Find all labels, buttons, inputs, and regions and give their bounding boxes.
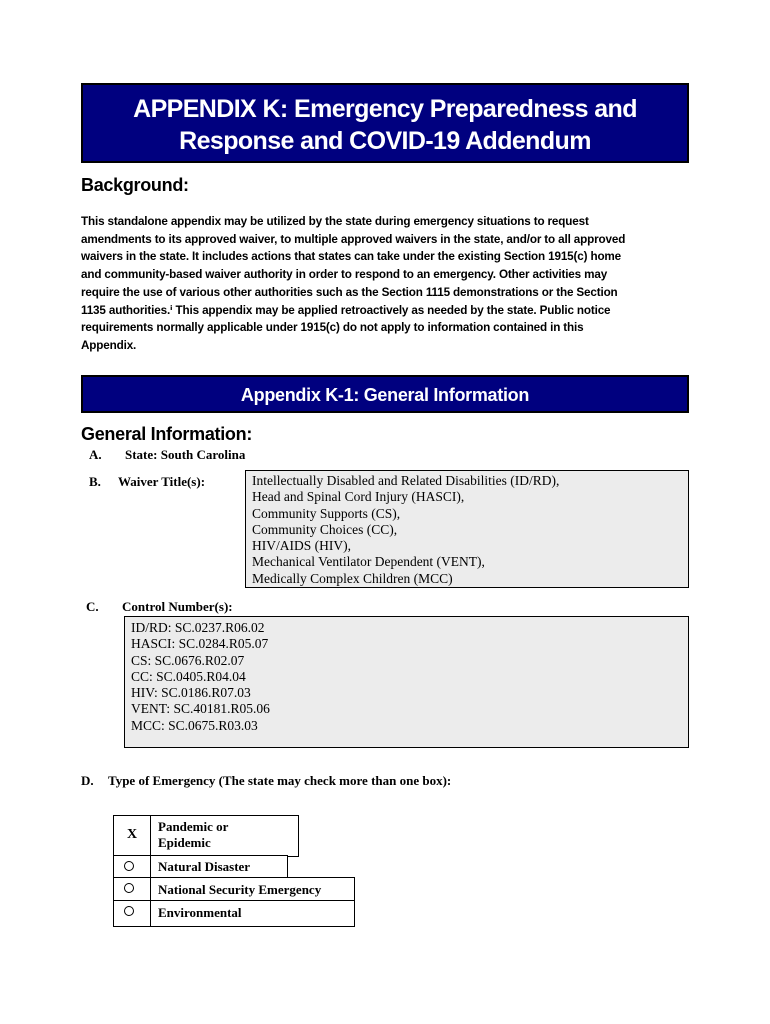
- waiver-title: Community Supports (CS),: [252, 505, 401, 521]
- national-security-radio[interactable]: [113, 877, 151, 902]
- option-label-line: Pandemic or: [158, 819, 229, 834]
- waiver-title: Medically Complex Children (MCC): [252, 570, 453, 586]
- waiver-title: Mechanical Ventilator Dependent (VENT),: [252, 554, 485, 570]
- option-natural-disaster: [150, 855, 288, 879]
- general-information-heading: General Information:: [81, 424, 253, 444]
- background-line: 1135 authorities.ⁱ This appendix may be applied retroactively as needed by the state. Public notice: [81, 303, 611, 317]
- pandemic-checkbox[interactable]: [113, 815, 151, 857]
- natural-disaster-radio[interactable]: [113, 855, 151, 879]
- radio-empty-icon: [124, 861, 134, 871]
- waiver-title: HIV/AIDS (HIV),: [252, 538, 351, 554]
- background-heading: Background:: [81, 175, 189, 195]
- control-number: CS: SC.0676.R02.07: [131, 652, 245, 668]
- control-number: HASCI: SC.0284.R05.07: [131, 636, 269, 652]
- waiver-title: Head and Spinal Cord Injury (HASCI),: [252, 489, 465, 505]
- background-line: waivers in the state. It includes actions that states can take under the existing Section 1915(c) home: [81, 250, 622, 264]
- checked-x-mark: X: [126, 827, 138, 842]
- waiver-title-label: Waiver Title(s):: [118, 474, 206, 489]
- option-label-line: Epidemic: [158, 835, 211, 850]
- waiver-title: Community Choices (CC),: [252, 521, 398, 537]
- radio-empty-icon: [124, 883, 134, 893]
- option-pandemic: [150, 815, 299, 857]
- item-letter-a: A.: [89, 447, 102, 462]
- radio-empty-icon: [124, 906, 134, 916]
- option-label: Environmental: [158, 905, 242, 920]
- item-letter-c: C.: [86, 599, 99, 614]
- control-number-row: [86, 599, 233, 615]
- control-number: MCC: SC.0675.R03.03: [131, 717, 258, 733]
- waiver-title: Intellectually Disabled and Related Disabilities (ID/RD),: [252, 473, 560, 488]
- background-line: and community-based waiver authority in order to respond to an emergency. Other activities may: [81, 268, 608, 282]
- title-line-1: APPENDIX K: Emergency Preparedness and: [133, 95, 637, 123]
- background-paragraph: [81, 213, 681, 355]
- control-number: VENT: SC.40181.R05.06: [131, 701, 270, 717]
- item-letter-b: B.: [89, 474, 101, 489]
- emergency-type-row: [81, 773, 451, 789]
- option-label: National Security Emergency: [158, 882, 322, 897]
- option-label: Natural Disaster: [158, 859, 251, 874]
- item-letter-d: D.: [81, 773, 94, 788]
- emergency-type-label: Type of Emergency (The state may check more than one box):: [108, 773, 452, 788]
- state-label: State: South Carolina: [125, 447, 246, 462]
- background-line: requirements normally applicable under 1915(c) do not apply to information contained in this: [81, 321, 584, 335]
- control-number: CC: SC.0405.R04.04: [131, 668, 246, 684]
- state-row: [89, 447, 245, 463]
- control-numbers-box: [124, 616, 689, 748]
- appendix-k1-banner: Appendix K-1: General Information: [81, 375, 689, 413]
- option-national-security: [150, 877, 355, 902]
- waiver-title-row: [89, 474, 205, 490]
- option-pandemic-label: [158, 819, 228, 851]
- title-line-2: Response and COVID-19 Addendum: [179, 127, 591, 155]
- background-line: This standalone appendix may be utilized by the state during emergency situations to request: [81, 215, 589, 228]
- background-line: require the use of various other authorities such as the Section 1115 demonstrations or the Section: [81, 285, 618, 299]
- appendix-title-banner: [81, 83, 689, 163]
- environmental-radio[interactable]: [113, 900, 151, 927]
- option-environmental: [150, 900, 355, 927]
- waiver-titles-box: [245, 470, 689, 588]
- control-number: ID/RD: SC.0237.R06.02: [131, 620, 265, 635]
- background-line: amendments to its approved waiver, to multiple approved waivers in the state, and/or to all approved: [81, 232, 626, 246]
- control-number-label: Control Number(s):: [122, 599, 233, 614]
- background-line: Appendix.: [81, 338, 137, 352]
- control-number: HIV: SC.0186.R07.03: [131, 685, 251, 701]
